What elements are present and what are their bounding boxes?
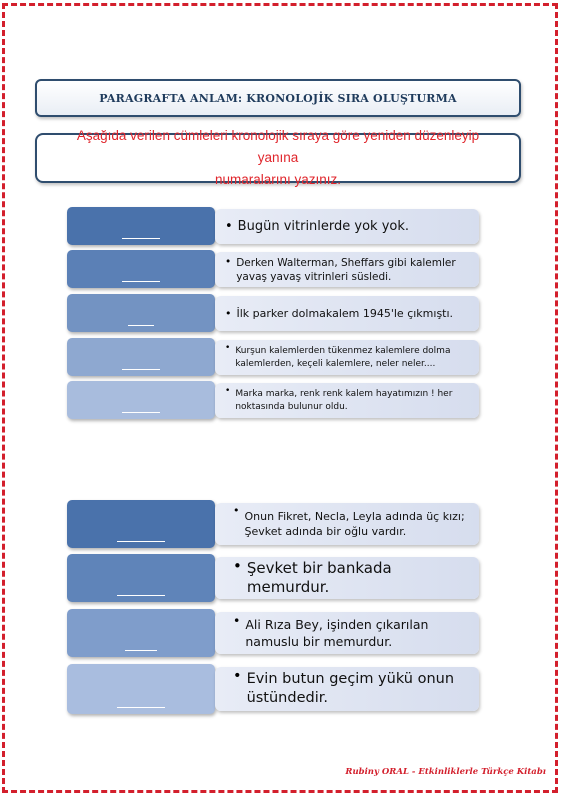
bullet-icon: •: [233, 668, 242, 684]
answer-blank-line[interactable]: [122, 369, 160, 370]
bullet-icon: •: [233, 504, 240, 517]
sentence-box: [215, 503, 479, 545]
footer-credit: Rubiny ORAL - Etkinliklerle Türkçe Kitabı: [345, 767, 546, 777]
sentence-text: Onun Fikret, Necla, Leyla adında üç kızı; Şevket adında bir oğlu vardır.: [244, 510, 465, 538]
instruction-box: [35, 128, 521, 187]
instruction-line-2: numaralarını yazınız.: [214, 172, 342, 187]
answer-blank-box[interactable]: [67, 500, 215, 548]
bullet-icon: •: [225, 256, 232, 268]
sentence-box: [215, 296, 479, 331]
bullet-icon: •: [225, 386, 231, 396]
answer-blank-box[interactable]: [67, 554, 215, 602]
bullet-icon: •: [225, 219, 233, 234]
answer-blank-box[interactable]: [67, 664, 215, 714]
bullet-icon: •: [233, 557, 242, 575]
sentence-text: Şevket bir bankada memurdur.: [246, 559, 392, 596]
answer-blank-box[interactable]: [67, 609, 215, 657]
answer-blank-line[interactable]: [122, 412, 160, 413]
answer-blank-line[interactable]: [125, 650, 157, 651]
sentence-text: Kurşun kalemlerden tükenmez kalemlere dolma kalemlerden, keçeli kalemlere, neler neler....: [235, 345, 451, 369]
answer-blank-box[interactable]: [67, 294, 215, 332]
sentence-text: Derken Walterman, Sheffars gibi kalemler yavaş yavaş vitrinleri süsledi.: [236, 256, 456, 283]
instruction-line-1: Aşağıda verilen cümleleri kronolojik sıraya göre yeniden düzenleyip yanına: [76, 128, 480, 165]
answer-blank-line[interactable]: [117, 541, 165, 542]
sentence-box: [215, 557, 479, 599]
sentence-box: [215, 612, 479, 654]
answer-blank-line[interactable]: [117, 707, 165, 708]
answer-blank-line[interactable]: [128, 325, 154, 326]
answer-blank-box[interactable]: [67, 338, 215, 376]
answer-blank-box[interactable]: [67, 207, 215, 245]
instruction-text: [57, 125, 499, 191]
sentence-text: Bugün vitrinlerde yok yok.: [237, 219, 410, 234]
page-title: PARAGRAFTA ANLAM: KRONOLOJİK SIRA OLUŞTURMA: [99, 91, 457, 105]
sentence-text: Evin butun geçim yükü onun üstündedir.: [246, 671, 455, 706]
answer-blank-line[interactable]: [117, 595, 165, 596]
sentence-box: [215, 252, 479, 287]
answer-blank-box[interactable]: [67, 381, 215, 419]
bullet-icon: •: [225, 343, 231, 353]
answer-blank-box[interactable]: [67, 250, 215, 288]
title-banner: [35, 79, 521, 117]
answer-blank-line[interactable]: [122, 281, 160, 282]
sentence-text: Marka marka, renk renk kalem hayatımızın ! her noktasında bulunur oldu.: [235, 388, 453, 412]
answer-blank-line[interactable]: [122, 238, 160, 239]
sentence-text: Ali Rıza Bey, işinden çıkarılan namuslu bir memurdur.: [245, 617, 429, 649]
sentence-box: [215, 667, 479, 711]
bullet-icon: •: [233, 613, 241, 628]
sentence-box: [215, 209, 479, 244]
bullet-icon: •: [225, 307, 232, 320]
sentence-box: [215, 340, 479, 375]
sentence-box: [215, 383, 479, 418]
sentence-text: İlk parker dolmakalem 1945'le çıkmıştı.: [236, 307, 454, 320]
